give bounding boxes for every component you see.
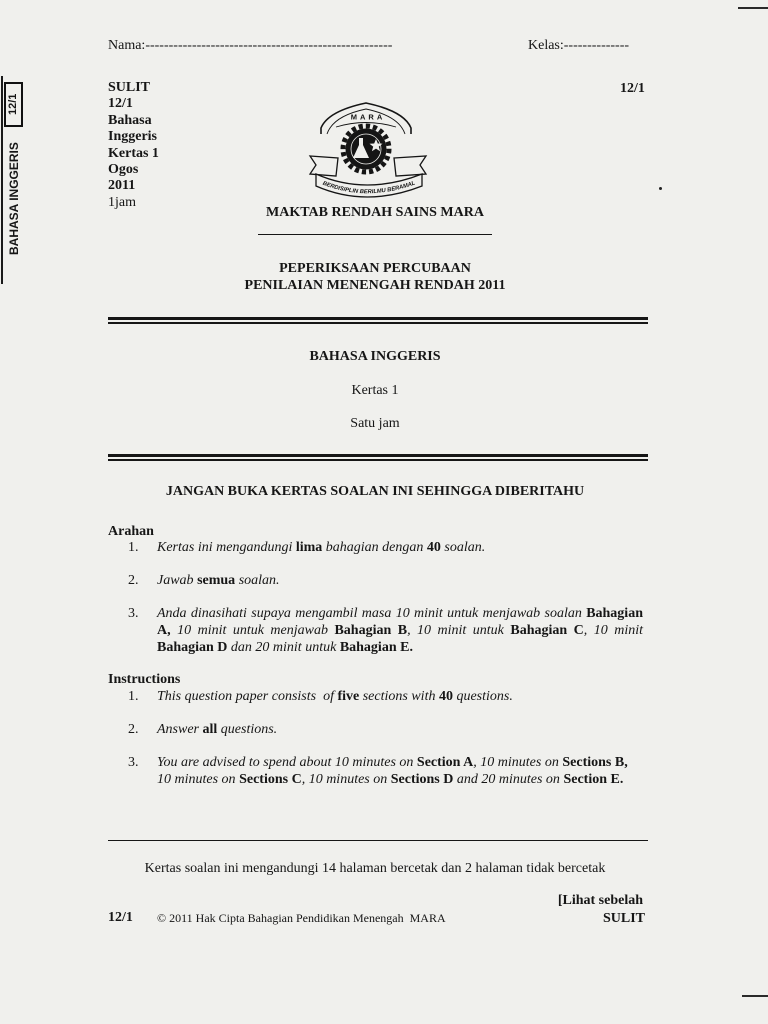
text-run: bahagian dengan [322, 540, 427, 555]
subject-line-2: Inggeris [108, 129, 157, 145]
instruction-item-text-line [157, 771, 623, 788]
emphasis-run: Bahagian C [510, 623, 584, 638]
emphasis-run: semua [197, 573, 236, 588]
instruction-item-number: 1. [128, 689, 139, 704]
arahan-item-text-line [157, 639, 413, 656]
emphasis-run: Bahagian B [334, 623, 408, 638]
text-run: 10 minit untuk menjawab [170, 623, 335, 638]
copyright-notice: © 2011 Hak Cipta Bahagian Pendidikan Menengah MARA [157, 911, 446, 925]
text-run: Anda dinasihati supaya mengambil masa 10 minit untuk menjawab soalan [157, 606, 587, 621]
paper-label: Kertas 1 [351, 383, 399, 398]
instruction-item-text [157, 688, 513, 705]
text-run: , 10 minutes on [473, 755, 563, 770]
instruction-item-text-line [157, 754, 628, 771]
emphasis-run: all [202, 722, 218, 737]
emphasis-run: Sections D [390, 772, 454, 787]
text-run: questions. [452, 689, 513, 704]
text-run: dan 20 minit untuk [227, 640, 340, 655]
side-tab-code: 12/1 [4, 82, 23, 127]
subject-line-1: Bahasa [108, 112, 152, 128]
emphasis-run: 40 [426, 540, 441, 555]
exam-month: Ogos [108, 162, 139, 178]
text-run: , 10 minutes on [301, 772, 391, 787]
logo-top-text: MARA [350, 112, 386, 122]
exam-duration: 1jam [108, 194, 136, 210]
emphasis-run: lima [295, 540, 323, 555]
emphasis-run: Bahagian [586, 606, 643, 621]
arahan-item-text [157, 572, 280, 589]
subject-title: BAHASA INGGERIS [309, 349, 441, 364]
text-run: This question paper consists of [157, 689, 338, 704]
warning-notice: JANGAN BUKA KERTAS SOALAN INI SEHINGGA DIBERITAHU [165, 484, 585, 499]
double-rule-bottom-thick [108, 454, 648, 457]
duration-label: Satu jam [350, 416, 400, 431]
emphasis-run: Bahagian D [157, 640, 228, 655]
paper-code: 12/1 [108, 96, 133, 112]
arahan-item-text-line [157, 605, 643, 622]
text-run: soalan. [235, 573, 280, 588]
emphasis-run: Sections C [239, 772, 302, 787]
double-rule-top-thick [108, 317, 648, 320]
footer-paper-code: 12/1 [108, 910, 133, 925]
institution-underline [258, 234, 492, 235]
text-run: and 20 minutes on [453, 772, 564, 787]
scan-edge-mark [742, 995, 768, 997]
text-run: 10 minutes on [157, 772, 240, 787]
text-run: soalan. [440, 540, 486, 555]
text-run: You are advised to spend about 10 minutes on [157, 755, 417, 770]
text-run: Answer [157, 722, 203, 737]
mara-logo [298, 100, 438, 200]
class-field: Kelas:-------------- [528, 38, 630, 53]
text-run: , 10 minit untuk [407, 623, 511, 638]
footer-rule [108, 840, 648, 841]
emphasis-run: A, [157, 623, 171, 638]
arahan-item-text [157, 539, 485, 556]
scan-speck [659, 187, 662, 190]
emphasis-run: Section E. [563, 772, 624, 787]
arahan-item-number: 3. [128, 606, 139, 621]
arahan-item-number: 1. [128, 540, 139, 555]
double-rule-top-thin [108, 322, 648, 324]
instruction-item-number: 3. [128, 755, 139, 770]
exam-title-line-1: PEPERIKSAAN PERCUBAAN [279, 261, 471, 276]
emphasis-run: five [337, 689, 360, 704]
exam-year: 2011 [108, 178, 136, 194]
emphasis-run: 40 [438, 689, 453, 704]
instruction-item-text [157, 721, 277, 738]
scan-edge-mark [738, 7, 768, 9]
logo-motto: BERDISIPLIN BERILMU BERAMAL [321, 180, 417, 196]
arahan-item-text-line [157, 622, 643, 639]
paper-number: Kertas 1 [108, 145, 159, 161]
emphasis-run: Bahagian E. [339, 640, 413, 655]
arahan-item-number: 2. [128, 573, 139, 588]
text-run: Kertas ini mengandungi [157, 540, 296, 555]
instructions-heading: Instructions [108, 672, 181, 687]
exam-title-line-2: PENILAIAN MENENGAH RENDAH 2011 [244, 278, 506, 293]
name-field: Nama:----------------------------------------------------- [108, 38, 393, 53]
page-count-note: Kertas soalan ini mengandungi 14 halaman bercetak dan 2 halaman tidak bercetak [144, 861, 606, 876]
text-run: sections with [359, 689, 439, 704]
arahan-heading: Arahan [108, 524, 154, 539]
turn-over-note: [Lihat sebelah [557, 893, 643, 908]
text-run: questions. [217, 722, 278, 737]
classification-label: SULIT [108, 80, 151, 95]
emphasis-run: Sections B, [562, 755, 628, 770]
institution-name: MAKTAB RENDAH SAINS MARA [266, 205, 484, 220]
footer-classification: SULIT [602, 911, 645, 926]
paper-info-block [108, 80, 159, 211]
double-rule-bottom-thin [108, 459, 648, 461]
instruction-item-number: 2. [128, 722, 139, 737]
emphasis-run: Section A [416, 755, 474, 770]
text-run: , 10 minit [583, 623, 643, 638]
paper-code-top-right: 12/1 [620, 81, 645, 96]
side-tab-subject: BAHASA INGGERIS [7, 142, 21, 255]
side-tab-rule [1, 76, 3, 284]
text-run: Jawab [157, 573, 198, 588]
